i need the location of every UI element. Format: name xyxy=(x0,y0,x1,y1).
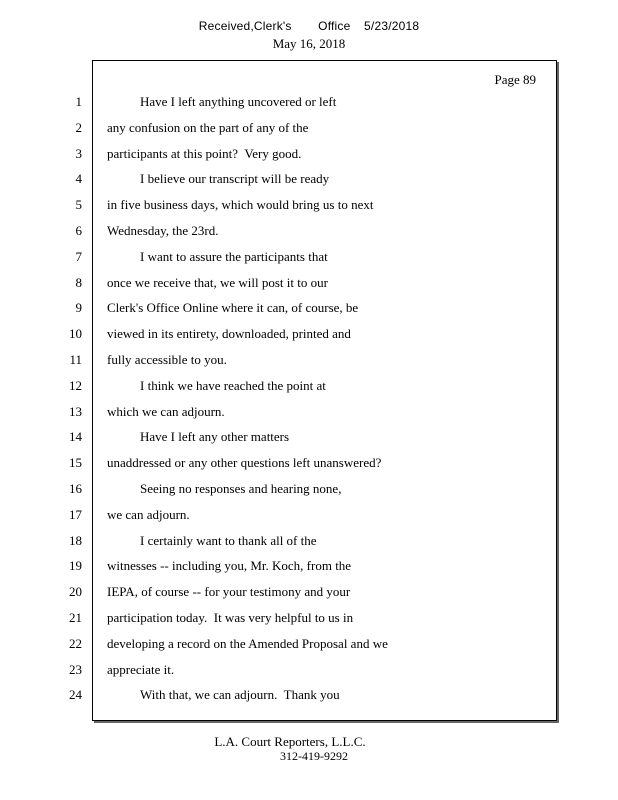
transcript-line xyxy=(0,117,618,143)
stamp-office: Office xyxy=(318,19,351,33)
transcript-line xyxy=(0,194,618,220)
transcript-line xyxy=(0,375,618,401)
transcript-line xyxy=(0,272,618,298)
line-number: 14 xyxy=(69,429,82,445)
transcript-line xyxy=(0,581,618,607)
footer-phone: 312-419-9292 xyxy=(280,749,348,763)
line-number: 19 xyxy=(69,558,82,574)
line-number: 21 xyxy=(69,609,82,625)
line-text: developing a record on the Amended Proposal and we xyxy=(107,635,388,651)
line-number: 8 xyxy=(75,274,82,290)
transcript-line xyxy=(0,607,618,633)
line-text: which we can adjourn. xyxy=(107,403,225,419)
transcript-line xyxy=(0,684,618,710)
transcript-line xyxy=(0,633,618,659)
line-text: With that, we can adjourn. Thank you xyxy=(140,687,340,703)
transcript-line xyxy=(0,530,618,556)
received-stamp xyxy=(0,19,618,33)
line-text: fully accessible to you. xyxy=(107,351,227,367)
line-text: participants at this point? Very good. xyxy=(107,145,302,161)
line-text: I want to assure the participants that xyxy=(140,248,328,264)
transcript-line xyxy=(0,659,618,685)
line-text: Have I left anything uncovered or left xyxy=(140,94,337,109)
line-text: I think we have reached the point at xyxy=(140,377,326,393)
line-text: once we receive that, we will post it to our xyxy=(107,274,328,290)
line-text: witnesses -- including you, Mr. Koch, from the xyxy=(107,558,352,574)
line-number: 16 xyxy=(69,480,82,496)
line-number: 22 xyxy=(69,635,82,651)
line-text: Seeing no responses and hearing none, xyxy=(140,480,342,496)
line-number: 17 xyxy=(69,506,82,522)
line-text: viewed in its entirety, downloaded, printed and xyxy=(107,326,351,342)
line-number: 10 xyxy=(69,326,82,342)
line-number: 5 xyxy=(75,197,82,213)
line-number: 15 xyxy=(69,455,82,471)
transcript-line xyxy=(0,478,618,504)
line-text: appreciate it. xyxy=(107,661,175,677)
transcript-line xyxy=(0,349,618,375)
line-number: 6 xyxy=(75,222,82,238)
transcript-line xyxy=(0,555,618,581)
line-number: 13 xyxy=(69,403,82,419)
line-text: in five business days, which would bring us to next xyxy=(107,197,374,213)
transcript-line xyxy=(0,297,618,323)
transcript-line xyxy=(0,323,618,349)
transcript-line xyxy=(0,246,618,272)
line-text: Clerk's Office Online where it can, of course, be xyxy=(107,300,359,316)
line-number: 3 xyxy=(75,145,82,161)
stamp-received: Received,Clerk's xyxy=(198,19,292,33)
line-text: IEPA, of course -- for your testimony and your xyxy=(107,584,351,600)
transcript-line xyxy=(0,220,618,246)
stamp-date: 5/23/2018 xyxy=(364,19,420,33)
transcript-line xyxy=(0,504,618,530)
line-text: any confusion on the part of any of the xyxy=(107,119,309,135)
transcript-line xyxy=(0,426,618,452)
line-number: 20 xyxy=(69,584,82,600)
footer-firm: L.A. Court Reporters, L.L.C. xyxy=(214,734,366,749)
transcript-line xyxy=(0,168,618,194)
line-number: 12 xyxy=(69,377,82,393)
line-number: 4 xyxy=(75,171,82,187)
line-number: 18 xyxy=(69,532,82,548)
line-text: Have I left any other matters xyxy=(140,429,290,445)
transcript-line xyxy=(0,401,618,427)
line-text: Wednesday, the 23rd. xyxy=(107,222,219,238)
transcript-lines xyxy=(0,91,618,710)
line-text: I believe our transcript will be ready xyxy=(140,171,330,187)
transcript-line xyxy=(0,91,618,117)
transcript-line xyxy=(0,143,618,169)
line-text: we can adjourn. xyxy=(107,506,190,522)
line-number: 24 xyxy=(69,687,82,703)
line-number: 2 xyxy=(75,119,82,135)
line-number: 9 xyxy=(75,300,82,316)
line-number: 23 xyxy=(69,661,82,677)
line-number: 1 xyxy=(75,94,82,109)
line-text: unaddressed or any other questions left unanswered? xyxy=(107,455,382,471)
line-text: participation today. It was very helpful to us in xyxy=(107,609,354,625)
page-number: Page 89 xyxy=(494,72,536,87)
line-number: 7 xyxy=(75,248,82,264)
line-text: I certainly want to thank all of the xyxy=(140,532,317,548)
transcript-line xyxy=(0,452,618,478)
transcript-date: May 16, 2018 xyxy=(272,36,346,51)
line-number: 11 xyxy=(69,351,82,367)
